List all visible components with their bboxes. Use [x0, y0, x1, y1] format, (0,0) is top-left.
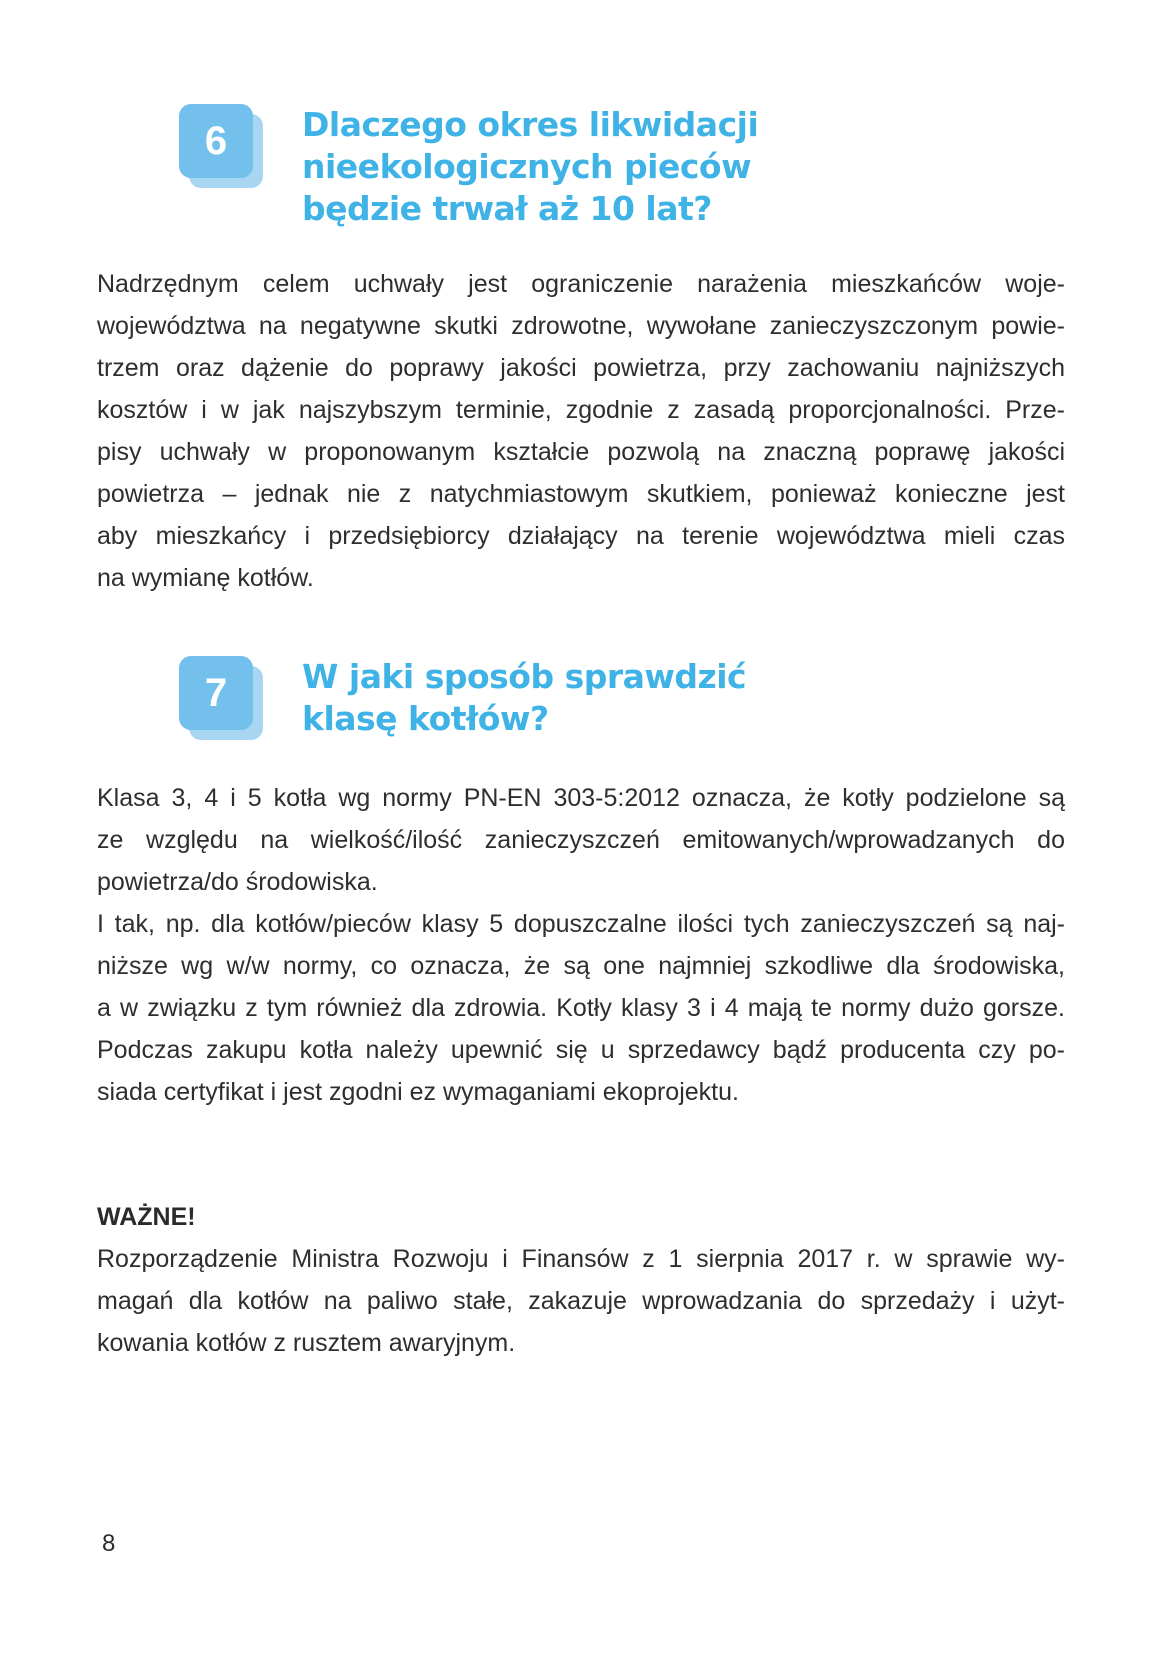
badge-number: 6 — [179, 104, 253, 178]
body-line: Klasa 3, 4 i 5 kotła wg normy PN-EN 303-5:2012 oznacza, że kotły podzielone są — [97, 784, 1065, 812]
body-line: województwa na negatywne skutki zdrowotne, wywołane zanieczyszczonym powie- — [97, 312, 1065, 340]
body-line: powietrza/do środowiska. — [97, 868, 378, 896]
number-badge-6 — [179, 104, 263, 188]
body-line: ze względu na wielkość/ilość zanieczyszczeń emitowanych/wprowadzanych do — [97, 826, 1065, 854]
page-number: 8 — [102, 1530, 116, 1557]
title-line: Dlaczego okres likwidacji — [302, 105, 759, 144]
body-line: powietrza – jednak nie z natychmiastowym skutkiem, ponieważ konieczne jest — [97, 480, 1065, 508]
number-badge-7 — [179, 656, 263, 740]
body-line: I tak, np. dla kotłów/pieców klasy 5 dopuszczalne ilości tych zanieczyszczeń są naj- — [97, 910, 1065, 938]
body-line: Podczas zakupu kotła należy upewnić się u sprzedawcy bądź producenta czy po- — [97, 1036, 1065, 1064]
title-line: W jaki sposób sprawdzić — [302, 657, 747, 696]
body-line: trzem oraz dążenie do poprawy jakości powietrza, przy zachowaniu najniższych — [97, 354, 1065, 382]
body-line: Nadrzędnym celem uchwały jest ograniczenie narażenia mieszkańców woje- — [97, 270, 1065, 298]
question-6-title — [302, 104, 822, 230]
body-line: aby mieszkańcy i przedsiębiorcy działający na terenie województwa mieli czas — [97, 522, 1065, 550]
question-7-body — [97, 777, 1065, 1113]
body-line: a w związku z tym również dla zdrowia. Kotły klasy 3 i 4 mają te normy dużo gorsze. — [97, 994, 1065, 1022]
body-line: pisy uchwały w proponowanym kształcie pozwolą na znaczną poprawę jakości — [97, 438, 1065, 466]
body-line: kowania kotłów z rusztem awaryjnym. — [97, 1329, 516, 1357]
title-line: będzie trwał aż 10 lat? — [302, 189, 712, 228]
important-label: WAŻNE! — [97, 1203, 196, 1231]
body-line: kosztów i w jak najszybszym terminie, zgodnie z zasadą proporcjonalności. Prze- — [97, 396, 1065, 424]
title-line: nieekologicznych pieców — [302, 147, 752, 186]
title-line: klasę kotłów? — [302, 699, 549, 738]
body-line: na wymianę kotłów. — [97, 564, 314, 592]
body-line: Rozporządzenie Ministra Rozwoju i Finansów z 1 sierpnia 2017 r. w sprawie wy- — [97, 1245, 1065, 1273]
body-line: siada certyfikat i jest zgodni ez wymaganiami ekoprojektu. — [97, 1078, 739, 1106]
body-line: niższe wg w/w normy, co oznacza, że są one najmniej szkodliwe dla środowiska, — [97, 952, 1065, 980]
important-body — [97, 1238, 1065, 1364]
badge-number: 7 — [179, 656, 253, 730]
body-line: magań dla kotłów na paliwo stałe, zakazuje wprowadzania do sprzedaży i użyt- — [97, 1287, 1065, 1315]
question-7-title — [302, 656, 822, 740]
question-6-body — [97, 263, 1065, 599]
